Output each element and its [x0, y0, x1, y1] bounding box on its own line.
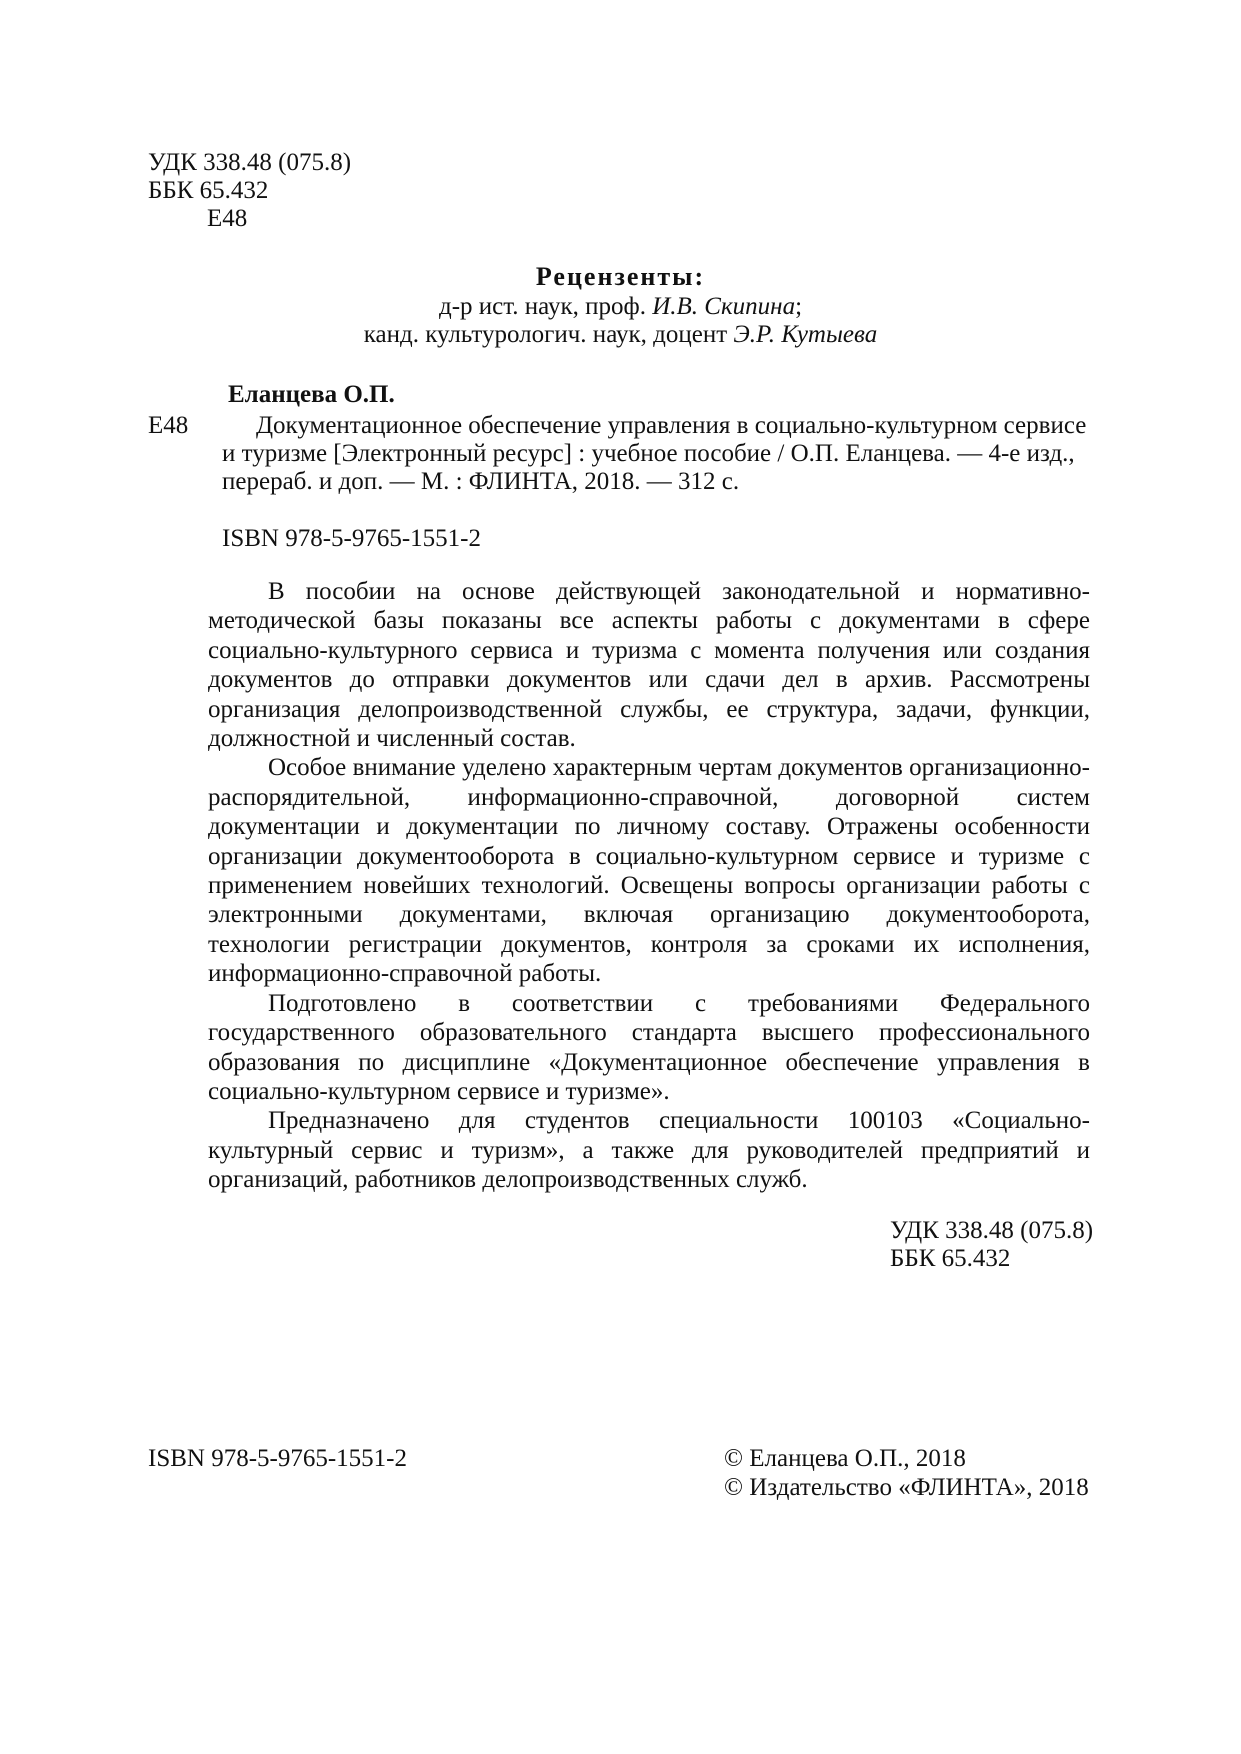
copyright-author: © Еланцева О.П., 2018	[724, 1445, 966, 1472]
abstract-paragraph-4: Предназначено для студентов специальности 100103 «Социально-культурный сервис и туризм», а также для руководителей предприятий и организаций, работников делопроизводственных служб.	[208, 1107, 1090, 1194]
bib-author-mark: Е48	[148, 412, 189, 439]
copyright-publisher: © Издательство «ФЛИНТА», 2018	[724, 1474, 1089, 1501]
udk-code-bottom: УДК 338.48 (075.8)	[890, 1217, 1094, 1244]
reviewer-1	[0, 293, 1241, 321]
bib-isbn: ISBN 978-5-9765-1551-2	[222, 525, 482, 552]
bbk-code-bottom: ББК 65.432	[890, 1245, 1011, 1272]
author-mark: Е48	[207, 205, 248, 232]
reviewer-2	[0, 321, 1241, 349]
bib-line-2: и туризме [Электронный ресурс] : учебное пособие / О.П. Еланцева. — 4-е изд.,	[222, 440, 1075, 467]
reviewer-1-suffix: ;	[795, 293, 803, 320]
bib-line-3: перераб. и доп. — М. : ФЛИНТА, 2018. — 312 с.	[222, 468, 740, 495]
reviewers-heading: Рецензенты:	[535, 262, 706, 291]
abstract-paragraph-3: Подготовлено в соответствии с требованиями Федерального государственного образовательного стандарта высшего профессионального образования по дисциплине «Документационное обеспечение управления в социально-культурном сервисе и туризме».	[208, 989, 1090, 1105]
abstract-paragraph-2: Особое внимание уделено характерным чертам документов организационно-распорядительной, информационно-справочной, договорной систем документации и документации по личному составу. Отражены особенности организации документооборота в социально-культурном сервисе и туризме с применением новейших технологий. Освещены вопросы организации работы с электронными документами, включая организацию документооборота, технологии регистрации документов, контроля за сроками их исполнения, информационно-справочной работы.	[208, 754, 1090, 988]
reviewer-2-title: канд. культурологич. наук, доцент	[363, 321, 734, 348]
abstract-paragraph-1: В пособии на основе действующей законодательной и нормативно-методической базы показаны все аспекты работы с документами в сфере социально-культурного сервиса и туризма с момента получения или создания документов до отправки документов или сдачи дел в архив. Рассмотрены организация делопроизводственной службы, ее структура, задачи, функции, должностной и численный состав.	[208, 578, 1090, 753]
abstract	[208, 577, 1090, 1195]
reviewer-1-title: д-р ист. наук, проф.	[438, 293, 653, 320]
reviewer-1-name: И.В. Скипина	[652, 293, 796, 320]
reviewer-2-name: Э.Р. Кутыева	[733, 321, 878, 348]
bbk-code: ББК 65.432	[148, 177, 269, 204]
bib-author: Еланцева О.П.	[228, 381, 395, 408]
bib-line-1: Документационное обеспечение управления в социально-культурном сервисе	[256, 412, 1087, 439]
udk-code: УДК 338.48 (075.8)	[148, 149, 352, 176]
footer-isbn: ISBN 978-5-9765-1551-2	[148, 1445, 408, 1472]
